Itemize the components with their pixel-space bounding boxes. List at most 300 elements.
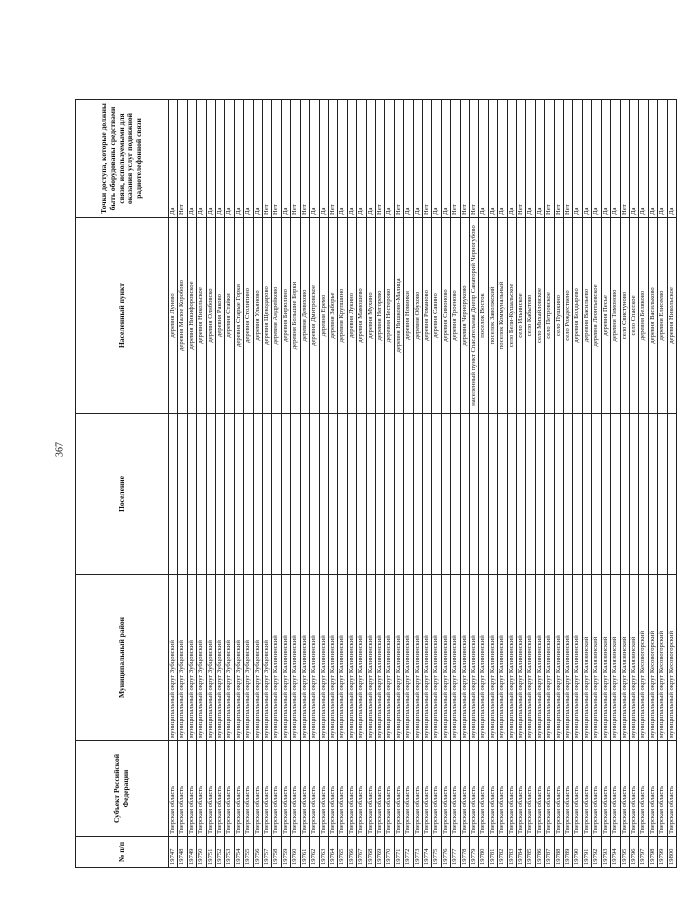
cell-settlement bbox=[347, 414, 356, 575]
header-subject: Субъект Российской Федерации bbox=[76, 741, 169, 837]
table-row bbox=[470, 100, 479, 868]
table-row bbox=[545, 100, 554, 868]
table-body bbox=[169, 100, 677, 868]
table-row bbox=[451, 100, 460, 868]
cell-number: 19771 bbox=[394, 837, 403, 868]
cell-settlement bbox=[234, 414, 243, 575]
cell-locality: деревня Раково bbox=[216, 218, 225, 414]
cell-settlement bbox=[667, 414, 676, 575]
cell-access-point: Да bbox=[441, 100, 450, 218]
cell-settlement bbox=[573, 414, 582, 575]
cell-access-point: Нет bbox=[263, 100, 272, 218]
table-row bbox=[413, 100, 422, 868]
table-header-row bbox=[76, 100, 169, 868]
cell-access-point: Да bbox=[206, 100, 215, 218]
cell-municipal-district: муниципальный округ Калининский bbox=[498, 575, 507, 741]
cell-municipal-district: муниципальный округ Зубцовский bbox=[197, 575, 206, 741]
cell-locality: деревня Никифоровское bbox=[187, 218, 196, 414]
table-row bbox=[281, 100, 290, 868]
cell-municipal-district: муниципальный округ Зубцовский bbox=[225, 575, 234, 741]
cell-access-point: Да bbox=[648, 100, 657, 218]
cell-subject: Тверская область bbox=[216, 741, 225, 837]
cell-locality: поселок Заволжский bbox=[488, 218, 497, 414]
table-row bbox=[441, 100, 450, 868]
cell-access-point: Да bbox=[479, 100, 488, 218]
table-row bbox=[300, 100, 309, 868]
cell-municipal-district: муниципальный округ Калининский bbox=[375, 575, 384, 741]
cell-number: 19767 bbox=[357, 837, 366, 868]
cell-subject: Тверская область bbox=[507, 741, 516, 837]
cell-number: 19766 bbox=[347, 837, 356, 868]
cell-settlement bbox=[291, 414, 300, 575]
cell-settlement bbox=[404, 414, 413, 575]
table-row bbox=[291, 100, 300, 868]
table-row bbox=[375, 100, 384, 868]
header-municipal-district: Муниципальный район bbox=[76, 575, 169, 741]
table-row bbox=[328, 100, 337, 868]
cell-locality: деревня Бирюлино bbox=[281, 218, 290, 414]
rotated-table-container bbox=[75, 100, 675, 868]
cell-subject: Тверская область bbox=[366, 741, 375, 837]
cell-access-point: Да bbox=[234, 100, 243, 218]
cell-settlement bbox=[338, 414, 347, 575]
cell-municipal-district: муниципальный округ Калининский bbox=[507, 575, 516, 741]
cell-subject: Тверская область bbox=[498, 741, 507, 837]
cell-number: 19786 bbox=[535, 837, 544, 868]
cell-locality: поселок Коммунальный bbox=[498, 218, 507, 414]
cell-subject: Тверская область bbox=[347, 741, 356, 837]
cell-locality: деревня Симоново bbox=[441, 218, 450, 414]
cell-locality: поселок Восток bbox=[479, 218, 488, 414]
cell-subject: Тверская область bbox=[357, 741, 366, 837]
cell-access-point: Да bbox=[197, 100, 206, 218]
cell-locality: деревня Васильково bbox=[648, 218, 657, 414]
cell-settlement bbox=[554, 414, 563, 575]
cell-subject: Тверская область bbox=[470, 741, 479, 837]
cell-settlement bbox=[319, 414, 328, 575]
table-row bbox=[507, 100, 516, 868]
cell-municipal-district: муниципальный округ Калининский bbox=[573, 575, 582, 741]
cell-subject: Тверская область bbox=[601, 741, 610, 837]
cell-subject: Тверская область bbox=[375, 741, 384, 837]
table-row bbox=[310, 100, 319, 868]
cell-locality: деревня Романово bbox=[422, 218, 431, 414]
cell-access-point: Да bbox=[281, 100, 290, 218]
cell-settlement bbox=[422, 414, 431, 575]
cell-municipal-district: муниципальный округ Зубцовский bbox=[244, 575, 253, 741]
cell-number: 19756 bbox=[253, 837, 262, 868]
table-row bbox=[601, 100, 610, 868]
cell-settlement bbox=[225, 414, 234, 575]
cell-subject: Тверская область bbox=[272, 741, 281, 837]
cell-access-point: Да bbox=[244, 100, 253, 218]
cell-locality: деревня Беляково bbox=[639, 218, 648, 414]
cell-access-point: Нет bbox=[460, 100, 469, 218]
cell-subject: Тверская область bbox=[404, 741, 413, 837]
cell-number: 19785 bbox=[526, 837, 535, 868]
cell-settlement bbox=[328, 414, 337, 575]
cell-access-point: Да bbox=[404, 100, 413, 218]
cell-number: 19749 bbox=[187, 837, 196, 868]
cell-number: 19764 bbox=[328, 837, 337, 868]
cell-municipal-district: муниципальный округ Калининский bbox=[385, 575, 394, 741]
cell-subject: Тверская область bbox=[263, 741, 272, 837]
cell-locality: село Кабытово bbox=[526, 218, 535, 414]
cell-access-point: Да bbox=[366, 100, 375, 218]
cell-number: 19768 bbox=[366, 837, 375, 868]
cell-settlement bbox=[187, 414, 196, 575]
table-row bbox=[639, 100, 648, 868]
cell-access-point: Да bbox=[535, 100, 544, 218]
table-row bbox=[658, 100, 667, 868]
cell-subject: Тверская область bbox=[667, 741, 676, 837]
table-row bbox=[592, 100, 601, 868]
cell-access-point: Нет bbox=[545, 100, 554, 218]
cell-locality: деревня Песье bbox=[601, 218, 610, 414]
cell-access-point: Да bbox=[216, 100, 225, 218]
cell-access-point: Да bbox=[629, 100, 638, 218]
cell-settlement bbox=[535, 414, 544, 575]
cell-settlement bbox=[432, 414, 441, 575]
settlements-table bbox=[75, 99, 677, 868]
table-row bbox=[385, 100, 394, 868]
cell-locality: деревня Нишково-Малица bbox=[394, 218, 403, 414]
table-row bbox=[460, 100, 469, 868]
cell-settlement bbox=[479, 414, 488, 575]
table-row bbox=[620, 100, 629, 868]
table-row bbox=[169, 100, 178, 868]
cell-locality: село Свистуново bbox=[620, 218, 629, 414]
cell-settlement bbox=[564, 414, 573, 575]
cell-settlement bbox=[526, 414, 535, 575]
cell-access-point: Нет bbox=[564, 100, 573, 218]
table-row bbox=[629, 100, 638, 868]
cell-subject: Тверская область bbox=[310, 741, 319, 837]
table-row bbox=[178, 100, 187, 868]
cell-settlement bbox=[517, 414, 526, 575]
cell-subject: Тверская область bbox=[460, 741, 469, 837]
cell-municipal-district: муниципальный округ Калязинский bbox=[620, 575, 629, 741]
cell-subject: Тверская область bbox=[554, 741, 563, 837]
cell-settlement bbox=[601, 414, 610, 575]
cell-locality: деревня Обухово bbox=[413, 218, 422, 414]
cell-subject: Тверская область bbox=[526, 741, 535, 837]
cell-municipal-district: муниципальный округ Зубцовский bbox=[253, 575, 262, 741]
cell-locality: деревня Савино bbox=[432, 218, 441, 414]
cell-municipal-district: муниципальный округ Калининский bbox=[338, 575, 347, 741]
cell-settlement bbox=[197, 414, 206, 575]
cell-settlement bbox=[357, 414, 366, 575]
cell-access-point: Нет bbox=[451, 100, 460, 218]
cell-number: 19795 bbox=[620, 837, 629, 868]
cell-number: 19789 bbox=[564, 837, 573, 868]
cell-settlement bbox=[592, 414, 601, 575]
cell-municipal-district: муниципальный округ Зубцовский bbox=[206, 575, 215, 741]
cell-locality: деревня Леонтьевское bbox=[592, 218, 601, 414]
cell-subject: Тверская область bbox=[648, 741, 657, 837]
cell-locality: деревня Елисеево bbox=[658, 218, 667, 414]
cell-locality: село Ильинское bbox=[517, 218, 526, 414]
cell-municipal-district: муниципальный округ Калининский bbox=[432, 575, 441, 741]
cell-number: 19770 bbox=[385, 837, 394, 868]
cell-number: 19781 bbox=[488, 837, 497, 868]
cell-locality: деревня Крупшино bbox=[338, 218, 347, 414]
cell-municipal-district: муниципальный округ Калининский bbox=[479, 575, 488, 741]
cell-locality: деревня Тимоново bbox=[611, 218, 620, 414]
cell-settlement bbox=[272, 414, 281, 575]
cell-locality: деревня Олибовско bbox=[206, 218, 215, 414]
cell-locality: деревня Никольское bbox=[667, 218, 676, 414]
cell-access-point: Да bbox=[187, 100, 196, 218]
table-row bbox=[253, 100, 262, 868]
cell-access-point: Нет bbox=[328, 100, 337, 218]
cell-access-point: Да bbox=[488, 100, 497, 218]
cell-municipal-district: муниципальный округ Калязинский bbox=[629, 575, 638, 741]
cell-subject: Тверская область bbox=[611, 741, 620, 837]
cell-locality: деревня Мухино bbox=[366, 218, 375, 414]
cell-subject: Тверская область bbox=[573, 741, 582, 837]
cell-settlement bbox=[244, 414, 253, 575]
cell-subject: Тверская область bbox=[281, 741, 290, 837]
cell-settlement bbox=[611, 414, 620, 575]
cell-settlement bbox=[639, 414, 648, 575]
cell-number: 19765 bbox=[338, 837, 347, 868]
cell-number: 19753 bbox=[225, 837, 234, 868]
cell-number: 19772 bbox=[404, 837, 413, 868]
cell-locality: деревня Нестерово bbox=[385, 218, 394, 414]
cell-number: 19783 bbox=[507, 837, 516, 868]
cell-locality: деревня Демихово bbox=[300, 218, 309, 414]
cell-number: 19750 bbox=[197, 837, 206, 868]
cell-municipal-district: муниципальный округ Калининский bbox=[470, 575, 479, 741]
cell-access-point: Нет bbox=[422, 100, 431, 218]
cell-number: 19752 bbox=[216, 837, 225, 868]
cell-subject: Тверская область bbox=[253, 741, 262, 837]
cell-locality: село Пушкино bbox=[554, 218, 563, 414]
cell-municipal-district: муниципальный округ Зубцовский bbox=[216, 575, 225, 741]
cell-settlement bbox=[366, 414, 375, 575]
cell-access-point: Да bbox=[498, 100, 507, 218]
cell-locality: село Рождествено bbox=[564, 218, 573, 414]
cell-number: 19775 bbox=[432, 837, 441, 868]
cell-municipal-district: муниципальный округ Зубцовский bbox=[263, 575, 272, 741]
table-row bbox=[488, 100, 497, 868]
cell-municipal-district: муниципальный округ Калязинский bbox=[592, 575, 601, 741]
page-number: 367 bbox=[54, 442, 66, 457]
cell-settlement bbox=[413, 414, 422, 575]
cell-municipal-district: муниципальный округ Зубцовский bbox=[187, 575, 196, 741]
cell-number: 19787 bbox=[545, 837, 554, 868]
cell-municipal-district: муниципальный округ Калининский bbox=[526, 575, 535, 741]
cell-municipal-district: муниципальный округ Калининский bbox=[328, 575, 337, 741]
table-row bbox=[216, 100, 225, 868]
cell-locality: деревня Негорево bbox=[375, 218, 384, 414]
cell-subject: Тверская область bbox=[300, 741, 309, 837]
cell-number: 19797 bbox=[639, 837, 648, 868]
cell-subject: Тверская область bbox=[582, 741, 591, 837]
cell-number: 19774 bbox=[422, 837, 431, 868]
cell-access-point: Да bbox=[507, 100, 516, 218]
table-row bbox=[526, 100, 535, 868]
cell-municipal-district: муниципальный округ Кесовогорский bbox=[648, 575, 657, 741]
cell-subject: Тверская область bbox=[394, 741, 403, 837]
cell-access-point: Да bbox=[432, 100, 441, 218]
cell-locality: деревня Никольское bbox=[197, 218, 206, 414]
cell-locality: деревня Еремо bbox=[319, 218, 328, 414]
table-row bbox=[404, 100, 413, 868]
cell-subject: Тверская область bbox=[535, 741, 544, 837]
cell-subject: Тверская область bbox=[432, 741, 441, 837]
cell-number: 19782 bbox=[498, 837, 507, 868]
cell-locality: деревня Старые Горки bbox=[234, 218, 243, 414]
cell-settlement bbox=[169, 414, 178, 575]
cell-number: 19754 bbox=[234, 837, 243, 868]
table-row bbox=[357, 100, 366, 868]
cell-municipal-district: муниципальный округ Калининский bbox=[564, 575, 573, 741]
cell-subject: Тверская область bbox=[564, 741, 573, 837]
cell-access-point: Нет bbox=[272, 100, 281, 218]
cell-locality: деревня Лукино bbox=[347, 218, 356, 414]
cell-subject: Тверская область bbox=[620, 741, 629, 837]
cell-subject: Тверская область bbox=[517, 741, 526, 837]
table-row bbox=[366, 100, 375, 868]
cell-settlement bbox=[263, 414, 272, 575]
cell-settlement bbox=[507, 414, 516, 575]
cell-number: 19800 bbox=[667, 837, 676, 868]
cell-subject: Тверская область bbox=[328, 741, 337, 837]
cell-number: 19778 bbox=[460, 837, 469, 868]
table-row bbox=[479, 100, 488, 868]
cell-municipal-district: муниципальный округ Калининский bbox=[272, 575, 281, 741]
cell-settlement bbox=[658, 414, 667, 575]
cell-access-point: Да bbox=[573, 100, 582, 218]
table-row bbox=[535, 100, 544, 868]
cell-settlement bbox=[470, 414, 479, 575]
cell-number: 19758 bbox=[272, 837, 281, 868]
table-row bbox=[517, 100, 526, 868]
cell-settlement bbox=[281, 414, 290, 575]
cell-subject: Тверская область bbox=[178, 741, 187, 837]
cell-municipal-district: муниципальный округ Калининский bbox=[451, 575, 460, 741]
cell-access-point: Да bbox=[338, 100, 347, 218]
cell-subject: Тверская область bbox=[206, 741, 215, 837]
cell-number: 19759 bbox=[281, 837, 290, 868]
cell-number: 19779 bbox=[470, 837, 479, 868]
cell-locality: деревня Андрейково bbox=[272, 218, 281, 414]
cell-access-point: Нет bbox=[291, 100, 300, 218]
cell-access-point: Нет bbox=[470, 100, 479, 218]
cell-municipal-district: муниципальный округ Калининский bbox=[488, 575, 497, 741]
cell-locality: деревня Троеново bbox=[451, 218, 460, 414]
header-access-point: Точки доступа, которые должны быть оборудованы средствами связи, используемыми для оказания услуг подвижной радиотелефонной связи bbox=[76, 100, 169, 218]
cell-municipal-district: муниципальный округ Кесовогорский bbox=[639, 575, 648, 741]
cell-locality: деревня Новинки bbox=[404, 218, 413, 414]
table-row bbox=[347, 100, 356, 868]
cell-municipal-district: муниципальный округ Калининский bbox=[460, 575, 469, 741]
cell-number: 19755 bbox=[244, 837, 253, 868]
cell-access-point: Да bbox=[225, 100, 234, 218]
cell-municipal-district: муниципальный округ Калининский bbox=[300, 575, 309, 741]
cell-access-point: Нет bbox=[300, 100, 309, 218]
cell-municipal-district: муниципальный округ Калининский bbox=[413, 575, 422, 741]
cell-access-point: Да bbox=[310, 100, 319, 218]
cell-number: 19791 bbox=[582, 837, 591, 868]
cell-settlement bbox=[498, 414, 507, 575]
cell-municipal-district: муниципальный округ Калязинский bbox=[582, 575, 591, 741]
cell-municipal-district: муниципальный округ Кесовогорский bbox=[658, 575, 667, 741]
cell-municipal-district: муниципальный округ Калининский bbox=[394, 575, 403, 741]
cell-access-point: Да bbox=[347, 100, 356, 218]
cell-access-point: Да bbox=[592, 100, 601, 218]
cell-number: 19796 bbox=[629, 837, 638, 868]
cell-locality: деревня Лунево bbox=[169, 218, 178, 414]
table-row bbox=[187, 100, 196, 868]
cell-access-point: Нет bbox=[178, 100, 187, 218]
cell-subject: Тверская область bbox=[422, 741, 431, 837]
table-row bbox=[319, 100, 328, 868]
cell-subject: Тверская область bbox=[225, 741, 234, 837]
cell-subject: Тверская область bbox=[169, 741, 178, 837]
table-row bbox=[611, 100, 620, 868]
cell-access-point: Нет bbox=[517, 100, 526, 218]
cell-number: 19788 bbox=[554, 837, 563, 868]
table-row bbox=[648, 100, 657, 868]
cell-access-point: Нет bbox=[394, 100, 403, 218]
cell-settlement bbox=[300, 414, 309, 575]
cell-subject: Тверская область bbox=[291, 741, 300, 837]
cell-locality: село Бели-Кушальское bbox=[507, 218, 516, 414]
cell-locality: деревня Васильево bbox=[582, 218, 591, 414]
cell-number: 19798 bbox=[648, 837, 657, 868]
table-row bbox=[422, 100, 431, 868]
table-row bbox=[272, 100, 281, 868]
cell-settlement bbox=[451, 414, 460, 575]
cell-number: 19747 bbox=[169, 837, 178, 868]
cell-municipal-district: муниципальный округ Кесовогорский bbox=[667, 575, 676, 741]
cell-access-point: Да bbox=[253, 100, 262, 218]
cell-access-point: Да bbox=[582, 100, 591, 218]
table-row bbox=[498, 100, 507, 868]
cell-number: 19769 bbox=[375, 837, 384, 868]
cell-settlement bbox=[629, 414, 638, 575]
table-row bbox=[234, 100, 243, 868]
cell-subject: Тверская область bbox=[592, 741, 601, 837]
cell-subject: Тверская область bbox=[234, 741, 243, 837]
cell-municipal-district: муниципальный округ Калининский bbox=[319, 575, 328, 741]
header-settlement: Поселение bbox=[76, 414, 169, 575]
cell-subject: Тверская область bbox=[413, 741, 422, 837]
cell-locality: деревня Мамошево bbox=[357, 218, 366, 414]
cell-settlement bbox=[648, 414, 657, 575]
table-row bbox=[432, 100, 441, 868]
table-row bbox=[225, 100, 234, 868]
cell-settlement bbox=[582, 414, 591, 575]
cell-locality: деревня Ульяново bbox=[253, 218, 262, 414]
cell-settlement bbox=[178, 414, 187, 575]
cell-subject: Тверская область bbox=[545, 741, 554, 837]
cell-settlement bbox=[460, 414, 469, 575]
cell-locality: деревня Заборье bbox=[328, 218, 337, 414]
cell-subject: Тверская область bbox=[338, 741, 347, 837]
cell-subject: Тверская область bbox=[197, 741, 206, 837]
cell-access-point: Да bbox=[601, 100, 610, 218]
table-row bbox=[206, 100, 215, 868]
cell-locality: деревня Дмитровское bbox=[310, 218, 319, 414]
cell-locality: деревня Малое Коробово bbox=[178, 218, 187, 414]
cell-number: 19751 bbox=[206, 837, 215, 868]
cell-locality: деревня Столипино bbox=[244, 218, 253, 414]
table-row bbox=[573, 100, 582, 868]
